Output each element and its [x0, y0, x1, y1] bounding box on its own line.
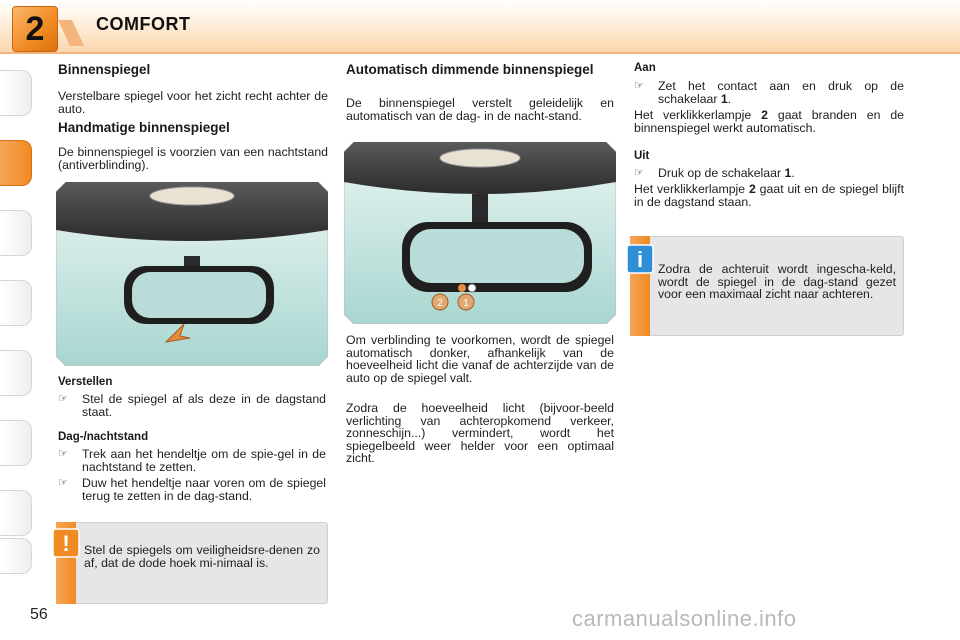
on-text-suffix: gaat branden en de binnenspiegel werkt automatisch. [634, 108, 904, 135]
svg-text:!: ! [62, 531, 70, 556]
side-tab-5[interactable] [0, 350, 32, 396]
daynight-item-2 [58, 476, 326, 503]
header-notch-icon [58, 18, 84, 48]
on-text [634, 109, 904, 134]
off-text-suffix: gaat uit en de spiegel blijft in de dagstand staan. [634, 182, 904, 209]
section-title-binnenspiegel: Binnenspiegel [58, 62, 151, 77]
on-item: ☞ Zet het contact aan en druk op de schakelaar 1. [634, 79, 904, 106]
auto-dimming-intro: De binnenspiegel verstelt geleidelijk en automatisch van de dag- in de nacht-stand. [346, 96, 614, 123]
side-tab-3[interactable] [0, 210, 32, 256]
off-text-lamp-number: 2 [748, 182, 756, 196]
adjust-title: Verstellen [58, 376, 113, 388]
svg-text:i: i [636, 247, 644, 272]
daynight-item-1-text: Trek aan het hendeltje om de spie-gel in de nachtstand te zetten. [82, 447, 326, 474]
manual-text: De binnenspiegel is voorzien van een nachtstand (antiverblinding). [58, 145, 328, 172]
chapter-title: COMFORT [96, 14, 191, 34]
off-text [634, 183, 904, 208]
daynight-title: Dag-/nachtstand [58, 431, 149, 443]
warning-text: Stel de spiegels om veiligheidsre-denen zo af, dat de dode hoek mi-nimaal is. [84, 543, 320, 570]
info-text: Zodra de achteruit wordt ingescha-keld, wordt de spiegel in de dag-stand gezet voor een maximaal zicht naar achteren. [658, 262, 896, 302]
side-tab-6[interactable] [0, 420, 32, 466]
daynight-item-2-text: Duw het hendeltje naar voren om de spiegel terug te zetten in de dag-stand. [82, 476, 326, 503]
pointing-hand-icon: ☞ [634, 80, 644, 92]
section-title-manual: Handmatige binnenspiegel [58, 120, 230, 135]
info-icon [626, 244, 654, 274]
auto-dimming-body-2: Zodra de hoeveelheid licht (bijvoor-beeld verlichting van achteropkomend verkeer, zonneschijn...) vermindert, wordt het spiegelbeeld weer helder voor een optimaal zicht. [346, 401, 614, 466]
side-tab-7[interactable] [0, 490, 32, 536]
off-item-text: Druk op de schakelaar [658, 166, 782, 180]
side-tab-1[interactable] [0, 70, 32, 116]
footer-watermark: carmanualsonline.info [572, 606, 797, 631]
chapter-number: 2 [25, 10, 45, 48]
on-item-switch-number: 1 [720, 91, 728, 106]
on-item-text: Zet het contact aan en druk op de schakelaar [658, 79, 904, 106]
on-text-prefix: Het verklikkerlampje [634, 108, 752, 122]
header-divider [0, 52, 960, 54]
pointing-hand-icon: ☞ [58, 477, 68, 489]
off-title: Uit [634, 150, 650, 162]
off-text-prefix: Het verklikkerlampje [634, 182, 746, 196]
pointing-hand-icon: ☞ [634, 167, 644, 179]
adjust-item-text: Stel de spiegel af als deze in de dagstand staat. [82, 392, 326, 419]
off-item: ☞ Druk op de schakelaar 1. [634, 166, 795, 180]
auto-dimming-mirror-illustration [344, 142, 616, 324]
on-title: Aan [634, 62, 656, 74]
intro-text: Verstelbare spiegel voor het zicht recht achter de auto. [58, 89, 328, 116]
page-number: 56 [30, 606, 48, 623]
pointing-hand-icon: ☞ [58, 448, 68, 460]
side-tab-8[interactable] [0, 538, 32, 574]
on-text-lamp-number: 2 [761, 108, 768, 122]
figure-label-2: 2 [437, 298, 443, 309]
side-tab-4[interactable] [0, 280, 32, 326]
figure-label-1: 1 [463, 298, 469, 309]
side-tab-2-active[interactable] [0, 140, 32, 186]
daynight-item-1 [58, 447, 326, 474]
pointing-hand-icon: ☞ [58, 393, 68, 405]
section-title-auto-dimming: Automatisch dimmende binnenspiegel [346, 62, 594, 77]
off-item-switch-number: 1 [784, 166, 792, 180]
auto-dimming-body-1: Om verblinding te voorkomen, wordt de spiegel automatisch donker, afhankelijk van de hoeveelheid licht die vanaf de achterzijde van de auto op de spiegel valt. [346, 333, 614, 385]
adjust-item [58, 392, 326, 419]
manual-mirror-illustration [56, 182, 328, 366]
exclamation-icon [52, 528, 80, 558]
